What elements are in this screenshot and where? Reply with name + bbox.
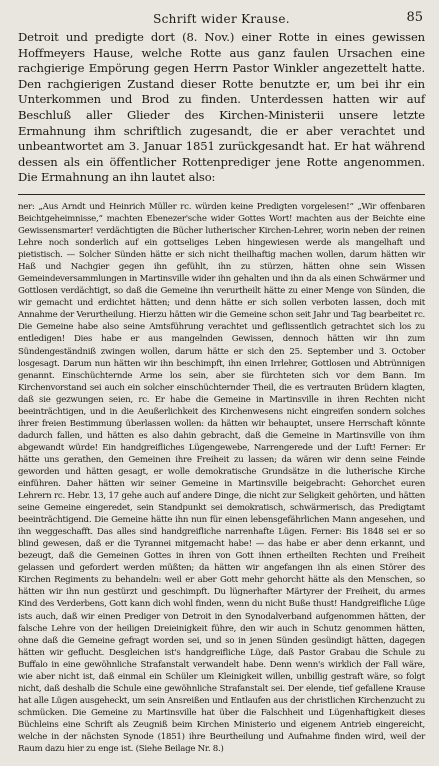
running-title: Schrift wider Krause. [153,12,290,26]
intro-paragraph: Detroit und predigte dort (8. Nov.) einer Rotte in eines gewissen Hoffmeyers Hause, welche Rotte aus ganz faulen Ursachen eine rachgierige Empörung gegen Herrn Pastor Winkler angezettelt hatte. Den rachgierigen Zustand dieser Rotte benutzte er, um bei ihr ein Unterkommen und Brod zu finden. Unterdessen hatten wir auf Beschluß aller Glieder des Kirchen-Ministerii unsere letzte Ermahnung ihm schriftlich zugesandt, die er aber verachtet und unbeantwortet am 3. Januar 1851 zurückgesandt hat. Er hat während dessen als ein öffentlicher Rottenprediger jene Rotte angenommen. Die Ermahnung an ihn lautet also: [18,30,425,185]
body-paragraph: ner: „Aus Arndt und Heinrich Müller rc. würden keine Predigten vorgelesen!“ „Wir offenbaren Beichtgeheimnisse,“ machten Ebenezer'sche wider Gottes Wort! machten aus der Beichte eine Gewissensmarter! verdächtigten die Bücher lutherischer Kirchen-Lehrer, worin neben der reinen Lehre noch sonderlich auf ein gottseliges Leben hingewiesen werde als mangelhaft und pietistisch. — Solcher Sünden hätte er sich nicht theilhaftig machen wollen, darum hätten wir Haß und Nachgier gegen ihn gefühlt, ihn zu stürzen, hätten ohne sein Wissen Gemeindeversammlungen in Martinsville wider ihn gehalten und ihn da als einen Schwärmer und Gottlosen verdächtigt, so daß die Gemeine ihn verurtheilt hätte zu einer Menge von Sünden, die wir gemacht und erdichtet hätten; und denn hätte er sich sollen verboten lassen, doch mit Annahme der Verurtheilung. Hierzu hätten wir die Gemeine schon seit Jahr und Tag bearbeitet rc. Die Gemeine habe also seine Amtsführung verachtet und geflissentlich getrachtet sich los zu entledigen! Dies habe er aus mangelnden Gewissen, dennoch hätten wir ihn zum Sündengeständniß zwingen wollen, darum hätte er sich den 25. September und 3. October losgesagt. Darum nun hätten wir ihn beschimpft, ihn einen Irrlehrer, Gottlosen und Abtrünnigen genannt. Einschüchternde Arme los sein, aber sie fürchteten sich vor dem Bann. Im Kirchenvorstand sei auch ein solcher einschüchternder Theil, die es vertrauten Brüdern klagten, daß sie gezwungen seien, rc. Er habe die Gemeine in Martinsville in ihren Rechten nicht beeinträchtigen, und in die Aeußerlichkeit des Kirchenwesens nicht eingreifen sondern solches ihrer freien Bestimmung überlassen wollen: da hätten wir behauptet, unsere Herrschaft könnte dadurch fallen, und hätten es also dahin gebracht, daß die Gemeine in Martinsville von ihm abgewandt würde! Ein handgreifliches Lügengewebe, Narrengerede und der Luft! Ferner: Er hätte uns gerathen, den Gemeinen ihre Freiheit zu lassen; da wären wir denn seine Feinde geworden und hätten gesagt, er wolle demokratische Grundsätze in die lutherische Kirche einführen. Daher hätten wir seiner Gemeine in Martinsville beigebracht: Gehorchet euren Lehrern rc. Hebr. 13, 17 gehe auch auf andere Dinge, die nicht zur Seligkeit gehörten, und hätten seine Gemeine eingeredet, sein Standpunkt sei demokratisch, schwärmerisch, das Predigtamt beeinträchtigend. Die Gemeine hätte ihn nun für einen lebensgefährlichen Mann angesehen, und ihn weggeschafft. Das alles sind handgreifliche narrenhafte Lügen. Ferner: Bis 1848 sei er so blind gewesen, daß er die Tyrannei mitgemacht habe! — das habe er aber denn erkannt, und bezeugt, daß die Gemeinen Gottes in ihren von Gott ihnen ertheilten Rechten und Freiheit gelassen und gefordert werden müßten; da hätten wir angefangen ihn als einen Störer des Kirchen Regiments zu behandeln: weil er aber Gott mehr gehorcht hätte als den Menschen, so hätten wir ihn nun gestürzt und geschimpft. Du lügnerhafter Märtyrer der Freiheit, du armes Kind des Verderbens, Gott kann dich wohl finden, wenn du nicht Buße thust! Handgreifliche Lüge ists auch, daß wir einen Prediger von Detroit in den Synodalverband aufgenommen hätten, der falsche Lehre von der heiligen Dreieinigkeit führe, den wir auch in Schutz genommen hätten, ohne daß die Gemeine gefragt worden sei, und so in jenen Sünden gesündigt hätten, dagegen hätten wir geflucht. Desgleichen ist's handgreifliche Lüge, daß Pastor Grabau die Schule zu Buffalo in eine gewöhnliche Strafanstalt verwandelt habe. Denn wenn's wirklich der Fall wäre, wie aber nicht ist, daß einmal ein Schüler um Kleinigkeit willen, unbillig gestraft wäre, so folgt nicht, daß deshalb die Schule eine gewöhnliche Strafanstalt sei. Der elende, tief gefallene Krause hat alle Lügen ausgeheckt, um sein Ansreißen und Entlaufen aus der christlichen Kirchenzucht zu schmücken. Die Gemeine zu Martinsville hat über die Falschheit und Lügenhaftigkeit dieses Büchleins eine Schrift als Zeugniß beim Kirchen Ministerio und eigenem Antrieb eingereicht, welche in der nächsten Synode (1851) ihre Beurtheilung und Aufnahme finden wird, weil der Raum dazu hier zu enge ist. (Siehe Beilage Nr. 8.) [18,201,425,755]
page-header [18,8,425,30]
section-divider [18,194,425,195]
page-number: 85 [406,10,423,25]
